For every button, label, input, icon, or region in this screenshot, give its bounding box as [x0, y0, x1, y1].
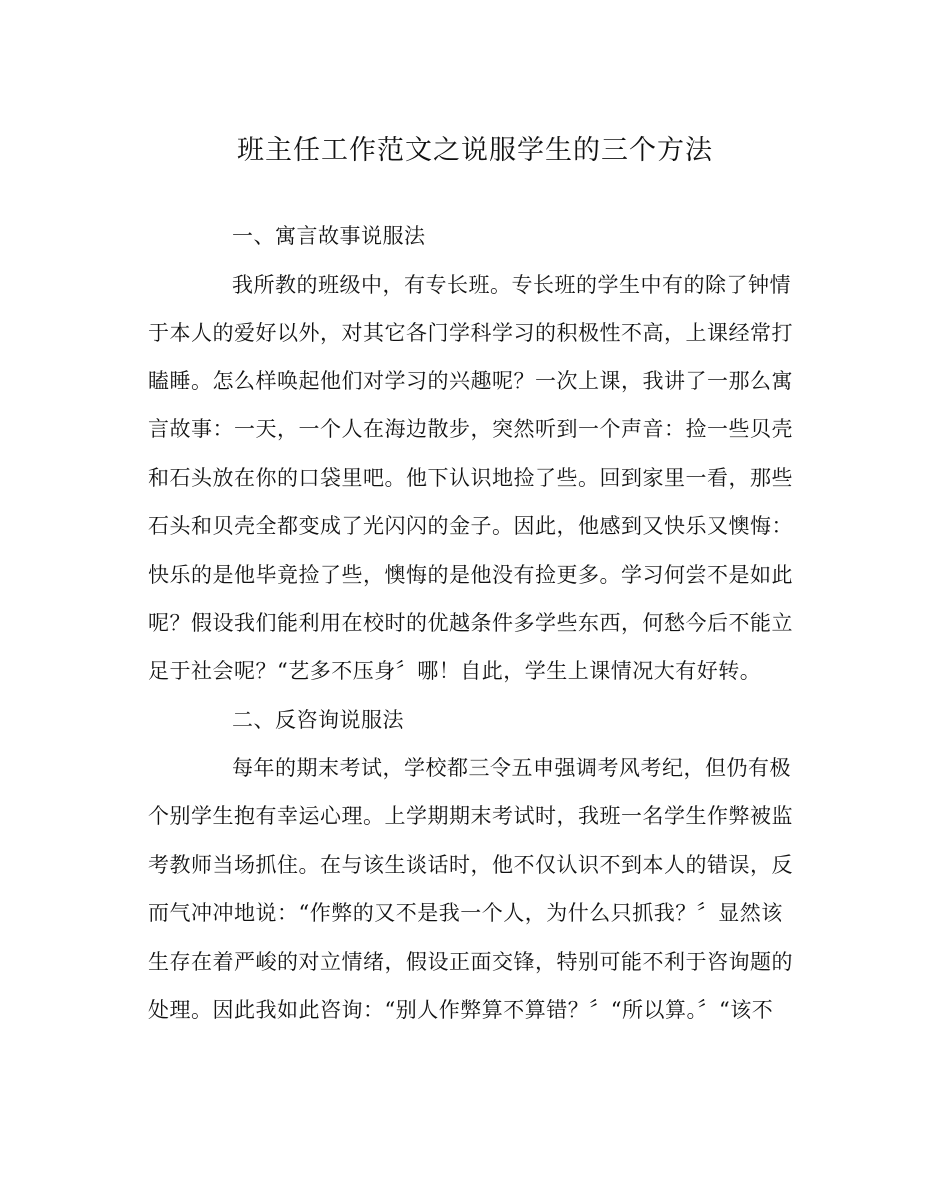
section-heading-1: 一、寓言故事说服法: [232, 224, 426, 248]
paragraph-line: 快乐的是他毕竟捡了些，懊悔的是他没有捡更多。学习何尝不是如此: [148, 563, 793, 587]
paragraph-line: 足于社会呢？“艺多不压身〞哪！自此，学生上课情况大有好转。: [148, 659, 762, 683]
paragraph-line: 言故事：一天，一个人在海边散步，突然听到一个声音：捡一些贝壳: [148, 417, 793, 441]
document-title: 班主任工作范文之说服学生的三个方法: [237, 135, 713, 166]
paragraph-line: 考教师当场抓住。在与该生谈话时，他不仅认识不到本人的错误，反: [148, 853, 793, 877]
paragraph-line: 瞌睡。怎么样唤起他们对学习的兴趣呢？一次上课，我讲了一那么寓: [148, 369, 793, 393]
paragraph-line: 处理。因此我如此咨询：“别人作弊算不算错？〞“所以算。〞“该不: [148, 998, 774, 1022]
paragraph-line: 我所教的班级中，有专长班。专长班的学生中有的除了钟情: [232, 273, 791, 297]
paragraph-line: 和石头放在你的口袋里吧。他下认识地捡了些。回到家里一看，那些: [148, 466, 793, 490]
paragraph-line: 生存在着严峻的对立情绪，假设正面交锋，特别可能不利于咨询题的: [148, 950, 793, 974]
paragraph-line: 个别学生抱有幸运心理。上学期期末考试时，我班一名学生作弊被监: [148, 804, 793, 828]
paragraph-line: 呢？假设我们能利用在校时的优越条件多学些东西，何愁今后不能立: [148, 611, 793, 635]
paragraph-line: 石头和贝壳全都变成了光闪闪的金子。因此，他感到又快乐又懊悔：: [148, 514, 793, 538]
paragraph-line: 每年的期末考试，学校都三令五申强调考风考纪，但仍有极: [232, 756, 791, 780]
section-heading-2: 二、反咨询说服法: [232, 708, 404, 732]
paragraph-line: 而气冲冲地说：“作弊的又不是我一个人，为什么只抓我？〞显然该: [148, 901, 783, 925]
paragraph-line: 于本人的爱好以外，对其它各门学科学习的积极性不高，上课经常打: [148, 321, 793, 345]
